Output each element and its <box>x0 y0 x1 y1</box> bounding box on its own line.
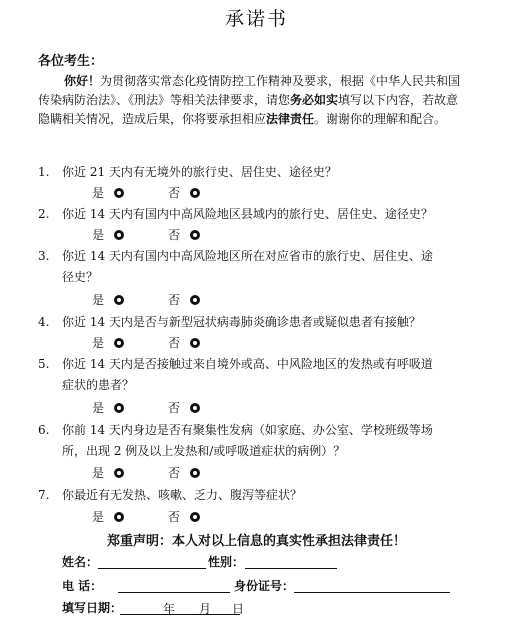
question-number: 7. <box>38 488 50 502</box>
no-radio-4[interactable] <box>190 338 200 348</box>
no-label: 否 <box>168 400 181 415</box>
question-text: 你前 14 天内身边是否有聚集性发病（如家庭、办公室、学校班级等场 <box>62 423 433 437</box>
question-text: 你近 21 天内有无境外的旅行史、居住史、途径史？ <box>62 165 337 179</box>
id-number-field[interactable] <box>294 578 450 593</box>
gender-field[interactable] <box>245 554 337 569</box>
yes-label: 是 <box>92 509 105 524</box>
yes-radio-1[interactable] <box>114 188 124 198</box>
no-label: 否 <box>168 509 181 524</box>
answer-row-7 <box>92 507 200 525</box>
yes-radio-7[interactable] <box>114 512 124 522</box>
yes-label: 是 <box>92 227 105 242</box>
question-text: 你近 14 天内是否接触过来自境外或高、中风险地区的发热或有呼吸道 <box>62 357 433 371</box>
yes-radio-4[interactable] <box>114 338 124 348</box>
intro-bold-1: 务必如实 <box>290 93 339 107</box>
page-title: 承诺书 <box>224 8 288 30</box>
question-text: 你近 14 天内有国内中高风险地区所在对应省市的旅行史、居住史、途 <box>62 249 433 263</box>
question-text: 你最近有无发热、咳嗽、乏力、腹泻等症状？ <box>62 488 303 502</box>
answer-row-4 <box>92 333 200 351</box>
no-label: 否 <box>168 227 181 242</box>
question-6 <box>38 420 468 462</box>
no-radio-2[interactable] <box>190 230 200 240</box>
answer-row-5 <box>92 398 200 416</box>
salutation: 各位考生： <box>38 54 104 69</box>
question-number: 6. <box>38 423 50 437</box>
name-field[interactable] <box>98 554 206 569</box>
intro-text-3: 。谢谢你的理解和配合。 <box>314 112 447 126</box>
answer-row-3 <box>92 290 200 308</box>
yes-radio-3[interactable] <box>114 295 124 305</box>
yes-label: 是 <box>92 185 105 200</box>
phone-field[interactable] <box>118 578 230 593</box>
intro-text-2: 填写以下内容，若故意隐瞒相关情况，造成后果，你将要承担相应 <box>38 93 459 126</box>
answer-row-2 <box>92 225 200 243</box>
question-number: 5. <box>38 357 50 371</box>
greeting: 你好！ <box>64 74 101 88</box>
question-4 <box>38 312 468 333</box>
date-field[interactable] <box>120 600 240 615</box>
name-label: 姓名： <box>62 555 99 569</box>
day-label: 日 <box>232 602 245 616</box>
question-text-cont: 症状的患者？ <box>62 378 135 392</box>
no-label: 否 <box>168 292 181 307</box>
question-number: 3. <box>38 249 50 263</box>
no-radio-5[interactable] <box>190 403 200 413</box>
yes-label: 是 <box>92 465 105 480</box>
id-label: 身份证号： <box>234 579 295 593</box>
question-text: 你近 14 天内有国内中高风险地区县域内的旅行史、居住史、途径史？ <box>62 207 433 221</box>
intro-bold-2: 法律责任 <box>266 112 315 126</box>
no-radio-7[interactable] <box>190 512 200 522</box>
intro-paragraph <box>38 72 466 129</box>
no-radio-3[interactable] <box>190 295 200 305</box>
yes-label: 是 <box>92 335 105 350</box>
question-5 <box>38 354 468 396</box>
phone-label: 电 话： <box>62 579 103 593</box>
question-number: 1. <box>38 165 50 179</box>
question-2 <box>38 204 468 225</box>
yes-label: 是 <box>92 292 105 307</box>
no-label: 否 <box>168 335 181 350</box>
answer-row-1 <box>92 183 200 201</box>
question-number: 4. <box>38 315 50 329</box>
year-label: 年 <box>163 602 176 616</box>
question-7 <box>38 485 468 506</box>
yes-radio-2[interactable] <box>114 230 124 240</box>
question-text-cont: 所，出现 2 例及以上发热和/或呼吸道症状的病例）？ <box>62 444 346 458</box>
yes-label: 是 <box>92 400 105 415</box>
question-3 <box>38 246 468 288</box>
question-text: 你近 14 天内是否与新型冠状病毒肺炎确诊患者或疑似患者有接触？ <box>62 315 421 329</box>
question-text-cont: 径史？ <box>62 270 99 284</box>
question-1 <box>38 162 468 183</box>
intro-text-1: 为贯彻落实常态化疫情防控工作精神及要求，根据《中华人民共和国传染病防治法》、《刑法》等相关法律要求，请您 <box>38 74 461 107</box>
month-label: 月 <box>199 602 212 616</box>
no-label: 否 <box>168 465 181 480</box>
yes-radio-5[interactable] <box>114 403 124 413</box>
answer-row-6 <box>92 463 200 481</box>
yes-radio-6[interactable] <box>114 468 124 478</box>
date-label: 填写日期： <box>62 601 123 615</box>
no-radio-6[interactable] <box>190 468 200 478</box>
question-number: 2. <box>38 207 50 221</box>
no-label: 否 <box>168 185 181 200</box>
no-radio-1[interactable] <box>190 188 200 198</box>
gender-label: 性别： <box>208 555 245 569</box>
declaration: 郑重声明：本人对以上信息的真实性承担法律责任！ <box>106 534 406 549</box>
